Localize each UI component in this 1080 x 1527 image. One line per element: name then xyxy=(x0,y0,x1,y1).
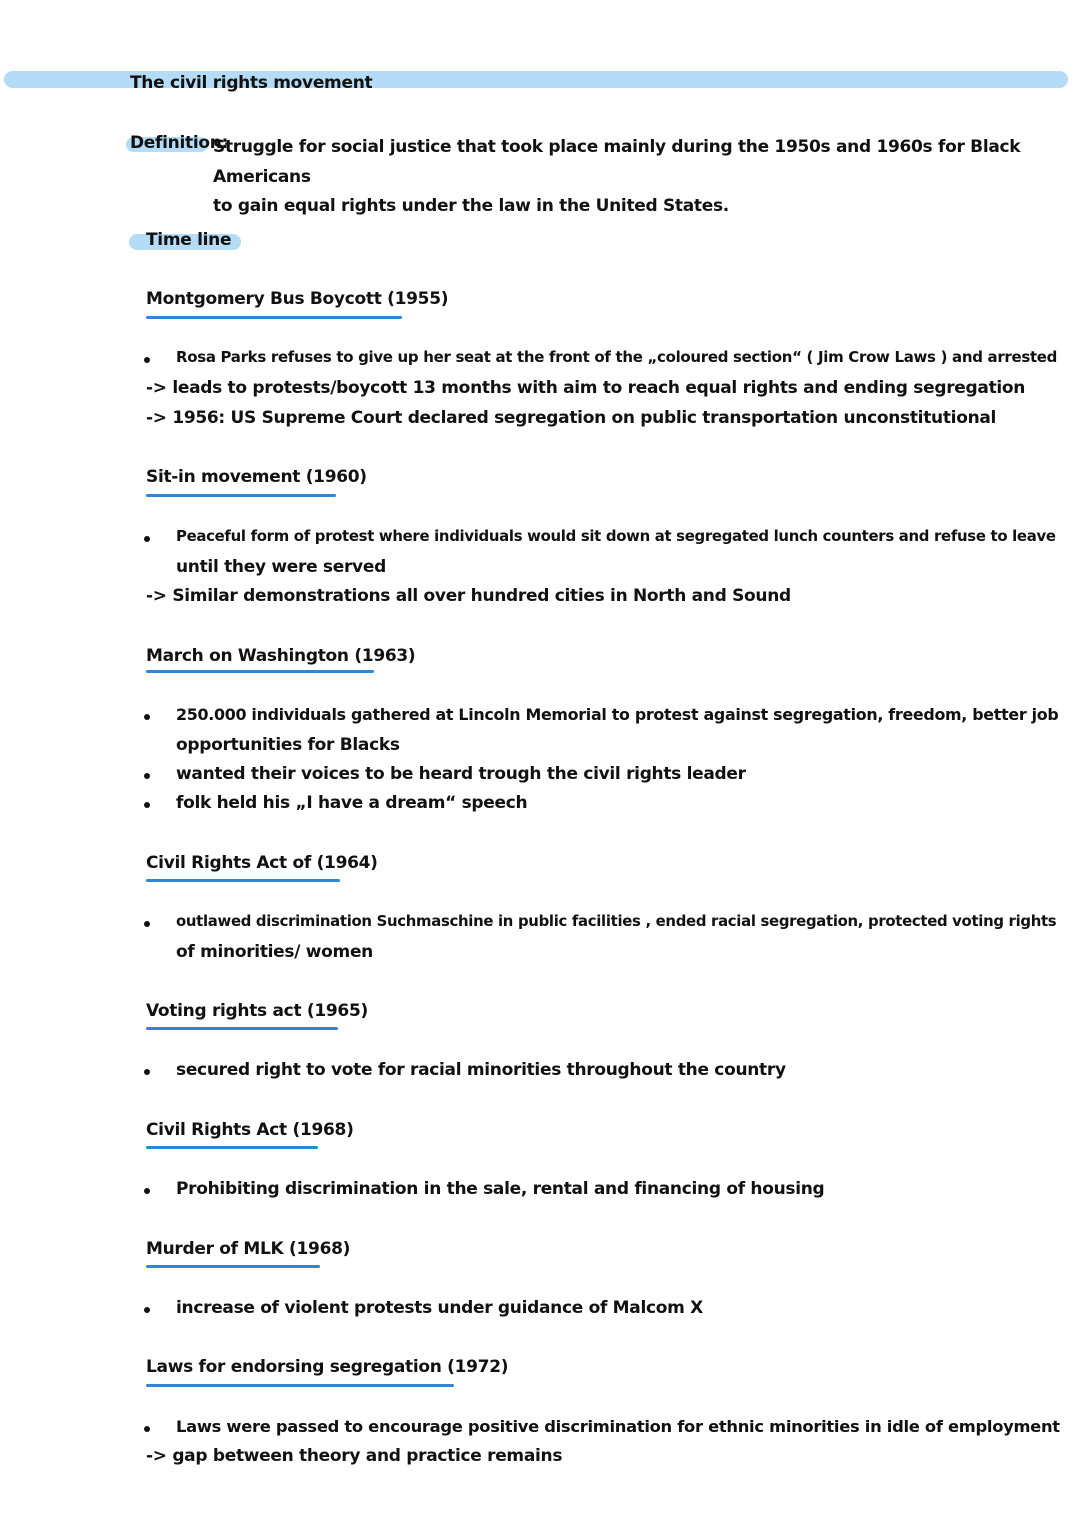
section-underline xyxy=(146,316,402,319)
bullet-icon xyxy=(144,921,150,927)
bullet-icon xyxy=(144,357,150,363)
section-heading: Sit-in movement (1960) xyxy=(146,467,367,487)
bullet-icon xyxy=(144,1069,150,1075)
definition-line: Struggle for social justice that took place mainly during the 1950s and 1960s for Black Americans xyxy=(213,137,1021,187)
bullet-text: outlawed discrimination Suchmaschine in public facilities , ended racial segregation, protected voting rights xyxy=(176,912,1057,930)
definition-label: Definition: xyxy=(130,133,229,153)
section-underline xyxy=(146,670,374,673)
section-heading: Civil Rights Act of (1964) xyxy=(146,853,378,873)
section-underline xyxy=(146,879,340,882)
bullet-icon xyxy=(144,1426,150,1432)
section-underline xyxy=(146,1265,320,1268)
bullet-icon xyxy=(144,714,150,720)
section-underline xyxy=(146,1384,454,1387)
arrow-text: -> Similar demonstrations all over hundred cities in North and Sound xyxy=(146,586,791,606)
bullet-text: Peaceful form of protest where individuals would sit down at segregated lunch counters and refuse to leave xyxy=(176,527,1056,545)
section-underline xyxy=(146,1027,338,1030)
bullet-icon xyxy=(144,536,150,542)
section-heading: Murder of MLK (1968) xyxy=(146,1239,351,1259)
section-heading: Montgomery Bus Boycott (1955) xyxy=(146,289,449,309)
bullet-text: wanted their voices to be heard trough the civil rights leader xyxy=(176,764,746,784)
section-underline xyxy=(146,494,336,497)
bullet-text: secured right to vote for racial minorities throughout the country xyxy=(176,1060,786,1080)
section-heading: Laws for endorsing segregation (1972) xyxy=(146,1357,509,1377)
definition-line: to gain equal rights under the law in the United States. xyxy=(213,196,729,216)
section-heading: Civil Rights Act (1968) xyxy=(146,1120,354,1140)
bullet-text: folk held his „I have a dream“ speech xyxy=(176,793,528,813)
bullet-text: Laws were passed to encourage positive discrimination for ethnic minorities in idle of employment xyxy=(176,1417,1060,1436)
bullet-text-continued: opportunities for Blacks xyxy=(176,735,400,755)
bullet-text-continued: until they were served xyxy=(176,557,386,577)
bullet-text: 250.000 individuals gathered at Lincoln Memorial to protest against segregation, freedom, better job xyxy=(176,705,1059,724)
bullet-text-continued: of minorities/ women xyxy=(176,942,373,962)
section-underline xyxy=(146,1146,318,1149)
bullet-icon xyxy=(144,773,150,779)
bullet-text: Rosa Parks refuses to give up her seat at the front of the „coloured section“ ( Jim Crow Laws ) and arrested xyxy=(176,348,1058,366)
arrow-text: -> 1956: US Supreme Court declared segregation on public transportation unconstitutional xyxy=(146,408,997,428)
section-heading: Voting rights act (1965) xyxy=(146,1001,368,1021)
bullet-icon xyxy=(144,802,150,808)
bullet-icon xyxy=(144,1188,150,1194)
section-heading: March on Washington (1963) xyxy=(146,646,416,666)
arrow-text: -> gap between theory and practice remains xyxy=(146,1446,563,1466)
arrow-text: -> leads to protests/boycott 13 months with aim to reach equal rights and ending segregation xyxy=(146,378,1026,398)
bullet-text: increase of violent protests under guidance of Malcom X xyxy=(176,1298,703,1318)
bullet-text: Prohibiting discrimination in the sale, rental and financing of housing xyxy=(176,1179,825,1199)
definition-text xyxy=(213,133,1063,222)
page-title: The civil rights movement xyxy=(130,73,373,93)
bullet-icon xyxy=(144,1307,150,1313)
timeline-label: Time line xyxy=(146,230,232,250)
